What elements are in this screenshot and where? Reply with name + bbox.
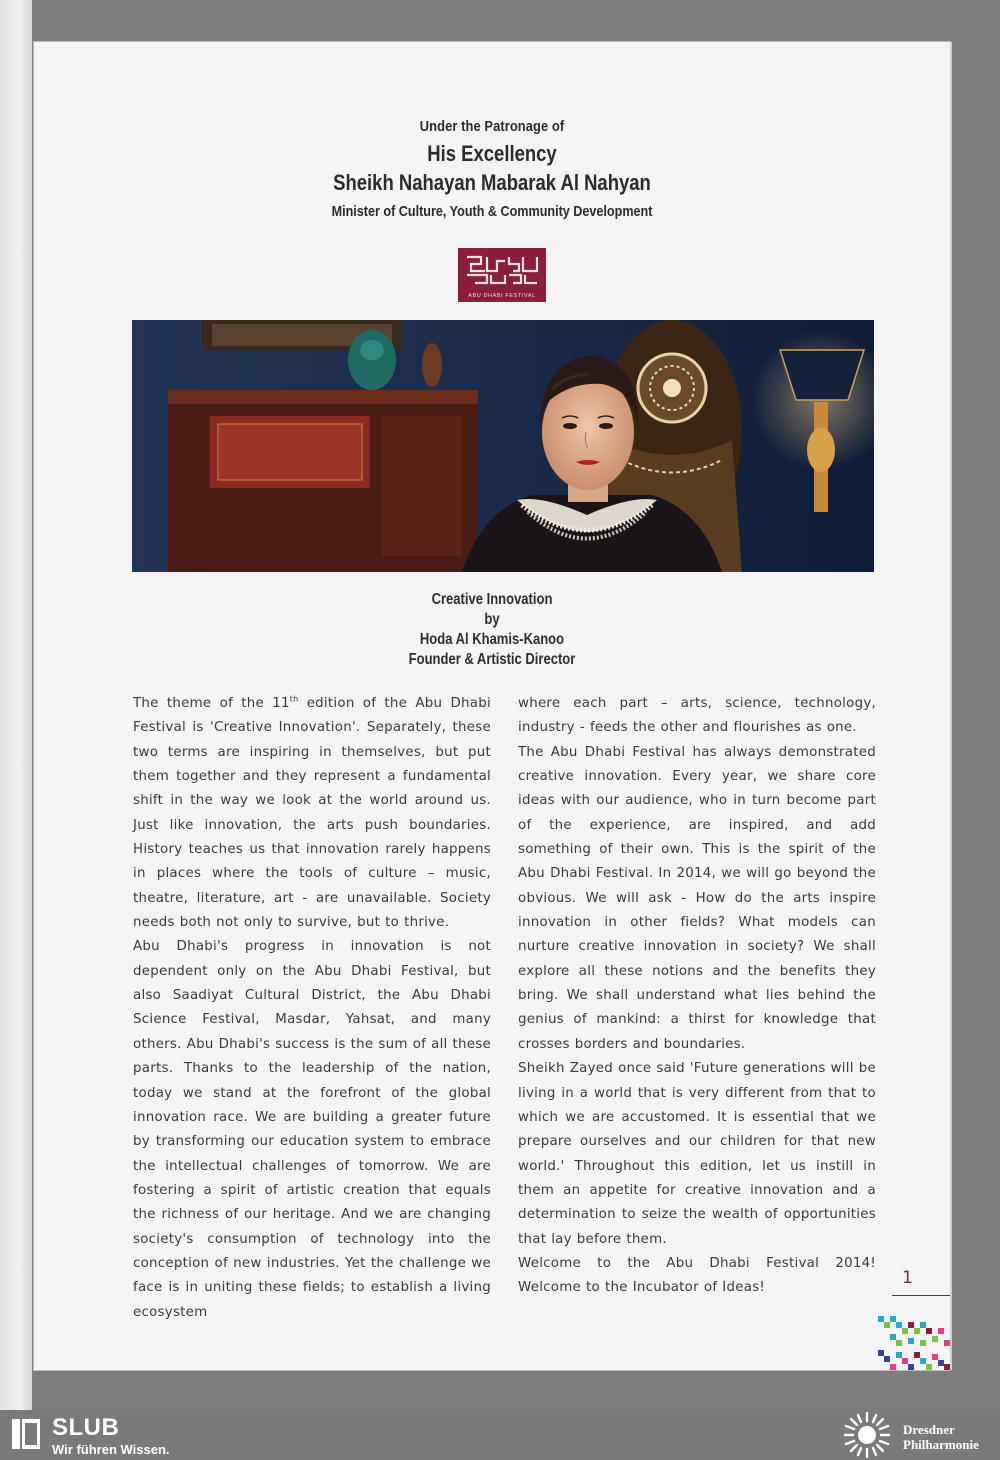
logo-caption: ABU DHABI FESTIVAL [468, 293, 536, 299]
author-name: Hoda Al Khamis-Kanoo [419, 631, 565, 648]
slub-name: SLUB [52, 1414, 120, 1441]
document-page [34, 42, 950, 1370]
kufic-calligraphy-icon [464, 253, 540, 287]
patron-name: Sheikh Nahayan Mabarak Al Nahyan [333, 170, 651, 195]
scan-page-edge [0, 0, 32, 1410]
byline-by: by [484, 611, 500, 628]
honorific-line: His Excellency [427, 141, 557, 166]
article-column-right [518, 692, 876, 1301]
dresdner-philharmonie-logo-icon [840, 1411, 894, 1459]
paragraph-1: The theme of the 11th edition of the Abu Dhabi Festival is 'Creative Innovation'. Separately, these two terms are inspiring in themselves, but put them together and they represent a fundamental shift in the way we look at the world around us. Just like innovation, the arts push boundaries. History teaches us that innovation rarely happens in places where the tools of culture – music, theatre, literature, art - are unavailable. Society needs both not only to survive, but to thrive. [133, 694, 491, 931]
philharmonie-label: Philharmonie [903, 1437, 979, 1452]
page-number-rule [892, 1295, 950, 1296]
slub-tagline: Wir führen Wissen. [52, 1442, 170, 1457]
slub-logo-icon [12, 1419, 40, 1449]
paragraph-3: The Abu Dhabi Festival has always demonstrated creative innovation. Every year, we share core ideas with our audience, who in turn become part of the experience, are inspired, and add something of their own. This is the spirit of the Abu Dhabi Festival. In 2014, we will go beyond the obvious. We will ask - How do the arts inspire innovation in other fields? What models can nurture creative innovation in society? We shall explore all these notions and the benefits they bring. We shall understand what lies behind the genius of mankind: a thirst for knowledge that crosses borders and boundaries. [518, 744, 876, 1052]
dresdner-label: Dresdner [903, 1422, 955, 1437]
paragraph-4: Sheikh Zayed once said 'Future generations will be living in a world that is very different from that to which we are accustomed. It is essential that we prepare ourselves and our children for that new world.' Throughout this edition, let us instill in them an appetite for creative innovation and a determination to seize the wealth of opportunities that lay before them. [518, 1061, 876, 1247]
pixel-mosaic-decoration [876, 1310, 954, 1372]
author-role: Founder & Artistic Director [408, 651, 576, 668]
page-number: 1 [902, 1268, 913, 1288]
article-title: Creative Innovation [431, 591, 553, 608]
paragraph-2-continued: where each part – arts, science, technology, industry - feeds the other and flourishes as one. [518, 696, 876, 736]
patron-title: Minister of Culture, Youth & Community Development [331, 203, 653, 220]
patronage-header [34, 118, 950, 220]
patronage-line: Under the Patronage of [419, 118, 565, 135]
paragraph-2: Abu Dhabi's progress in innovation is not dependent only on the Abu Dhabi Festival, but also Saadiyat Cultural District, the Abu Dhabi Science Festival, Masdar, Yahsat, and many others. Abu Dhabi's success is the sum of all these parts. Thanks to the leadership of the nation, today we stand at the forefront of the global innovation race. We are building a greater future by transforming our education system to embrace the intellectual challenges of tomorrow. We are fostering a spirit of artistic creation that equals the richness of our heritage. And we are changing society's consumption of technology into the conception of new industries. Yet the challenge we face is in uniting these fields; to establish a living ecosystem [133, 939, 491, 1320]
portrait-photo [132, 320, 874, 572]
scan-footer-bar [0, 1410, 1000, 1460]
paragraph-5: Welcome to the Abu Dhabi Festival 2014! Welcome to the Incubator of Ideas! [518, 1255, 876, 1296]
abu-dhabi-festival-logo [458, 248, 546, 302]
article-byline [34, 590, 950, 670]
article-column-left [133, 692, 491, 1325]
